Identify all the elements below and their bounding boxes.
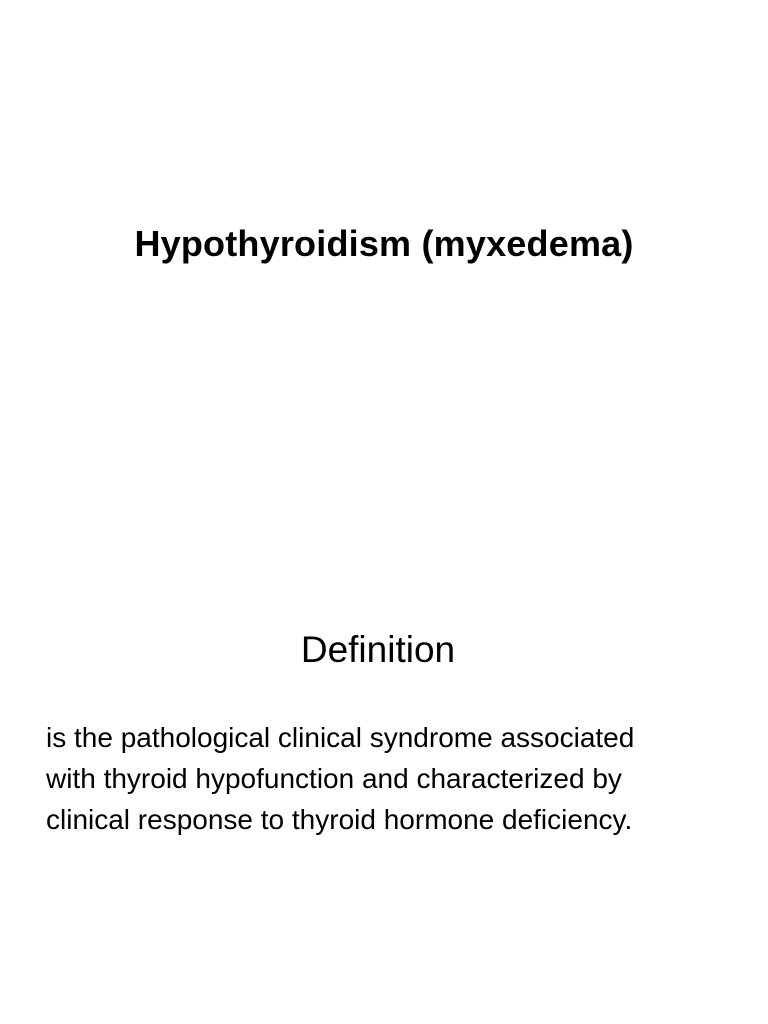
page-title: Hypothyroidism (myxedema) [134,223,634,264]
definition-line: is the pathological clinical syndrome associated [46,722,635,753]
section-heading: Definition [300,629,456,670]
definition-line: with thyroid hypofunction and characterized by [46,763,622,794]
definition-text [46,717,746,840]
definition-line: clinical response to thyroid hormone deficiency. [46,804,633,835]
